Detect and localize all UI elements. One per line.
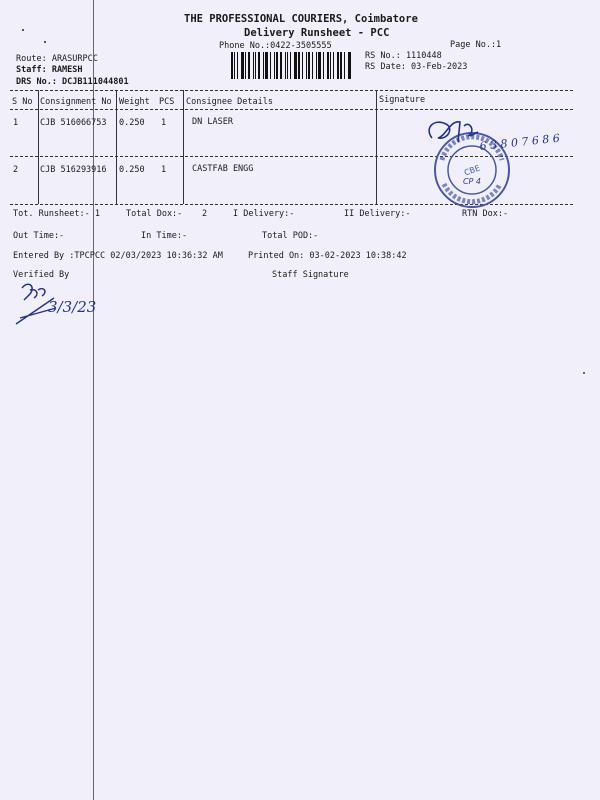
barcode-bar [237,52,238,79]
rs-date: RS Date: 03-Feb-2023 [365,62,468,72]
barcode-bar [276,52,278,79]
barcode-graphic [231,52,354,79]
barcode-bar [302,52,303,79]
page-number: Page No.:1 [450,40,502,50]
barcode-bar [308,52,310,79]
row2-weight: 0.250 [119,165,145,175]
speck [44,41,46,43]
phone-number: Phone No.:0422-3505555 [219,41,332,51]
barcode-bar [312,52,313,79]
header-signature: Signature [379,95,426,105]
barcode-bar [274,52,275,79]
barcode-bar [280,52,282,79]
rtn-dox: RTN Dox:- [462,209,509,219]
barcode-bar [344,52,345,79]
ii-delivery: II Delivery:- [344,209,411,219]
barcode-bar [290,52,291,79]
row2-consignee: CASTFAB ENGG [192,164,254,174]
barcode-bar [241,52,244,79]
barcode-bar [327,52,329,79]
printed-on: Printed On: 03-02-2023 10:38:42 [248,251,407,261]
staff-signature-label: Staff Signature [272,270,349,280]
barcode-bar [294,52,297,79]
row1-weight: 0.250 [119,118,145,128]
header-consignee: Consignee Details [186,97,273,107]
barcode-bar [287,52,288,79]
total-dox-value: 2 [202,209,208,219]
col-divider-4 [376,90,377,204]
barcode-bar [245,52,246,79]
out-time: Out Time:- [13,231,65,241]
barcode-bar [263,52,264,79]
in-time: In Time:- [141,231,188,241]
barcode-bar [318,52,321,79]
verified-by-label: Verified By [13,270,70,280]
verified-signature-icon [14,278,114,328]
speck [22,29,24,31]
staff: Staff: RAMESH [16,65,83,75]
i-delivery: I Delivery:- [233,209,295,219]
barcode-bar [306,52,307,79]
barcode-bar [231,52,233,79]
row1-consignment: CJB 516066753 [40,118,107,128]
barcode-bar [333,52,334,79]
barcode-bar [258,52,260,79]
signature-note: 6 3 8 0 7 6 8 6 [478,131,561,153]
row1-pcs: 1 [161,118,167,128]
entered-by: Entered By :TPCPCC 02/03/2023 10:36:32 AM [13,251,223,261]
company-title: THE PROFESSIONAL COURIERS, Coimbatore [184,13,418,25]
row1-consignee: DN LASER [192,117,233,127]
header-pcs: PCS [159,97,175,107]
drs-number: DRS No.: DCJB111044801 [16,77,129,87]
route: Route: ARASURPCC [16,54,98,64]
row1-sno: 1 [13,118,19,128]
col-divider-3 [183,90,184,204]
barcode-bar [337,52,339,79]
row2-pcs: 1 [161,165,167,175]
barcode-bar [348,52,351,79]
total-runsheet: Tot. Runsheet:- 1 [13,209,100,219]
col-divider-1 [38,90,39,204]
barcode-bar [285,52,286,79]
barcode-bar [234,52,235,79]
verify-date: 3/3/23 [48,298,97,316]
total-pod: Total POD:- [262,231,319,241]
speck [583,372,585,374]
barcode-bar [265,52,268,79]
barcode-bar [340,52,342,79]
stamp-text: CBE [463,163,482,178]
row2-sno: 2 [13,165,19,175]
barcode-bar [248,52,250,79]
barcode-bar [253,52,254,79]
row2-consignment: CJB 516293916 [40,165,107,175]
barcode-bar [316,52,317,79]
total-dox-label: Total Dox:- [126,209,183,219]
col-divider-2 [116,90,117,204]
barcode-bar [298,52,300,79]
barcode-bar [255,52,256,79]
document-subtitle: Delivery Runsheet - PCC [244,27,390,39]
header-weight: Weight [119,97,150,107]
header-sno: S No [12,97,33,107]
barcode-bar [270,52,271,79]
stamp-note: CP 4 [462,177,482,186]
barcode-bar [330,52,331,79]
table-top-rule [10,90,573,91]
barcode-bar [323,52,324,79]
header-consignment: Consignment No [40,97,112,107]
handwritten-signature-icon [420,110,560,170]
rs-number: RS No.: 1110448 [365,51,442,61]
